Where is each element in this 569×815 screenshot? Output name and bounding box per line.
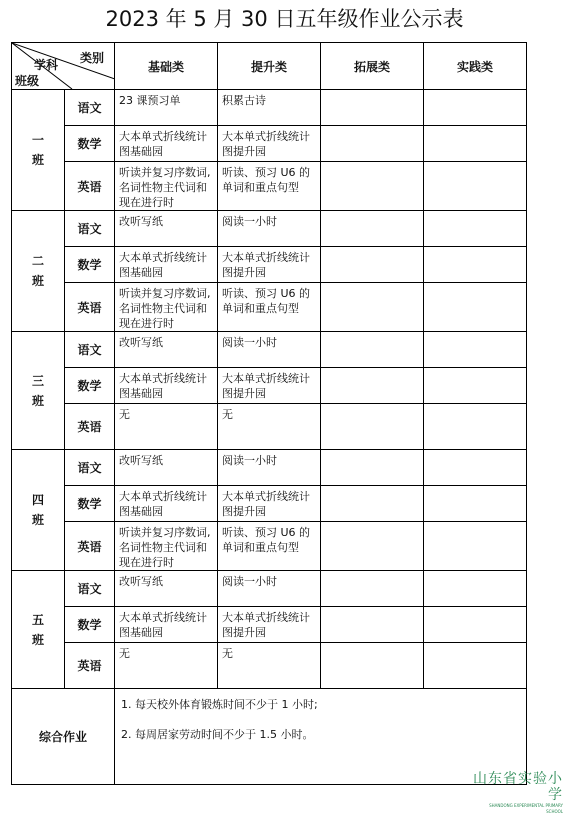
basic-cell: 大本单式折线统计图基础园 — [115, 247, 218, 283]
basic-cell: 大本单式折线统计图基础园 — [115, 368, 218, 404]
basic-cell: 改听写纸 — [115, 450, 218, 486]
class-name-char: 三 — [31, 373, 44, 388]
class-name-char: 四 — [31, 493, 44, 507]
practice-cell — [424, 283, 527, 332]
extend-cell — [321, 450, 424, 486]
class-name-char: 班 — [31, 153, 44, 167]
extend-cell — [321, 486, 424, 522]
basic-cell: 改听写纸 — [115, 571, 218, 607]
improve-cell: 大本单式折线统计图提升园 — [218, 486, 321, 522]
table-row — [12, 522, 527, 571]
subject-cell: 语文 — [65, 211, 115, 247]
table-row — [12, 450, 527, 486]
table-row — [12, 211, 527, 247]
subject-cell: 语文 — [65, 450, 115, 486]
subject-cell: 数学 — [65, 607, 115, 643]
table-row — [12, 283, 527, 332]
extend-cell — [321, 211, 424, 247]
extend-cell — [321, 643, 424, 689]
subject-cell: 数学 — [65, 368, 115, 404]
improve-cell: 无 — [218, 404, 321, 450]
class-name-char: 班 — [31, 632, 44, 647]
logo-chinese-text: 山东省实验小学 — [473, 771, 563, 803]
extend-cell — [321, 247, 424, 283]
basic-cell: 大本单式折线统计图基础园 — [115, 486, 218, 522]
table-row — [12, 90, 527, 126]
subject-cell: 英语 — [65, 404, 115, 450]
table-row — [12, 571, 527, 607]
table-row — [12, 486, 527, 522]
basic-cell: 听读并复习序数词, 名词性物主代词和现在进行时 — [115, 162, 218, 211]
table-row — [12, 247, 527, 283]
table-row — [12, 332, 527, 368]
table-row — [12, 368, 527, 404]
practice-cell — [424, 211, 527, 247]
improve-cell: 积累古诗 — [218, 90, 321, 126]
header-corner — [12, 43, 115, 90]
extend-cell — [321, 126, 424, 162]
practice-cell — [424, 607, 527, 643]
extend-cell — [321, 332, 424, 368]
improve-cell: 大本单式折线统计图提升园 — [218, 126, 321, 162]
header-class-label: 班级 — [15, 74, 40, 88]
class-name-char: 班 — [31, 513, 44, 527]
practice-cell — [424, 162, 527, 211]
improve-cell: 阅读一小时 — [218, 450, 321, 486]
basic-cell: 改听写纸 — [115, 332, 218, 368]
comprehensive-item: 2. 每周居家劳动时间不少于 1.5 小时。 — [121, 728, 314, 741]
column-header-basic: 基础类 — [115, 43, 218, 90]
practice-cell — [424, 90, 527, 126]
subject-cell: 英语 — [65, 162, 115, 211]
extend-cell — [321, 607, 424, 643]
improve-cell: 大本单式折线统计图提升园 — [218, 607, 321, 643]
improve-cell: 听读、预习 U6 的单词和重点句型 — [218, 162, 321, 211]
subject-cell: 数学 — [65, 126, 115, 162]
practice-cell — [424, 332, 527, 368]
subject-cell: 英语 — [65, 643, 115, 689]
basic-cell: 无 — [115, 643, 218, 689]
logo-english-text: SHANDONG EXPERIMENTAL PRIMARY SCHOOL — [489, 803, 563, 814]
extend-cell — [321, 404, 424, 450]
practice-cell — [424, 486, 527, 522]
practice-cell — [424, 571, 527, 607]
table-row — [12, 643, 527, 689]
header-subject-label: 学科 — [34, 58, 59, 72]
column-header-practice: 实践类 — [424, 43, 527, 90]
class-name-char: 班 — [31, 393, 44, 408]
class-name-cell — [12, 332, 65, 450]
basic-cell: 无 — [115, 404, 218, 450]
subject-cell: 语文 — [65, 90, 115, 126]
improve-cell: 大本单式折线统计图提升园 — [218, 247, 321, 283]
improve-cell: 听读、预习 U6 的单词和重点句型 — [218, 522, 321, 571]
practice-cell — [424, 368, 527, 404]
class-name-cell — [12, 571, 65, 689]
extend-cell — [321, 90, 424, 126]
class-name-char: 班 — [31, 274, 44, 288]
basic-cell: 听读并复习序数词, 名词性物主代词和现在进行时 — [115, 522, 218, 571]
column-header-extend: 拓展类 — [321, 43, 424, 90]
basic-cell: 大本单式折线统计图基础园 — [115, 126, 218, 162]
extend-cell — [321, 571, 424, 607]
improve-cell: 大本单式折线统计图提升园 — [218, 368, 321, 404]
page-title: 2023 年 5 月 30 日五年级作业公示表 — [105, 7, 464, 31]
comprehensive-label: 综合作业 — [12, 689, 115, 785]
comprehensive-content — [115, 689, 527, 785]
table-row — [12, 126, 527, 162]
header-category-label: 类别 — [79, 51, 104, 65]
basic-cell: 大本单式折线统计图基础园 — [115, 607, 218, 643]
improve-cell: 阅读一小时 — [218, 332, 321, 368]
table-row — [12, 404, 527, 450]
improve-cell: 阅读一小时 — [218, 211, 321, 247]
class-name-char: 二 — [31, 254, 44, 268]
extend-cell — [321, 283, 424, 332]
class-name-cell — [12, 211, 65, 332]
subject-cell: 语文 — [65, 332, 115, 368]
practice-cell — [424, 450, 527, 486]
subject-cell: 英语 — [65, 283, 115, 332]
basic-cell: 听读并复习序数词, 名词性物主代词和现在进行时 — [115, 283, 218, 332]
extend-cell — [321, 368, 424, 404]
homework-table — [11, 42, 527, 785]
basic-cell: 23 课预习单 — [115, 90, 218, 126]
practice-cell — [424, 126, 527, 162]
comprehensive-row — [12, 689, 527, 785]
table-row — [12, 162, 527, 211]
practice-cell — [424, 404, 527, 450]
column-header-improve: 提升类 — [218, 43, 321, 90]
class-name-char: 五 — [31, 612, 44, 627]
class-name-cell — [12, 450, 65, 571]
subject-cell: 英语 — [65, 522, 115, 571]
subject-cell: 语文 — [65, 571, 115, 607]
practice-cell — [424, 247, 527, 283]
practice-cell — [424, 643, 527, 689]
class-name-cell — [12, 90, 65, 211]
practice-cell — [424, 522, 527, 571]
basic-cell: 改听写纸 — [115, 211, 218, 247]
subject-cell: 数学 — [65, 486, 115, 522]
improve-cell: 无 — [218, 643, 321, 689]
extend-cell — [321, 162, 424, 211]
improve-cell: 阅读一小时 — [218, 571, 321, 607]
subject-cell: 数学 — [65, 247, 115, 283]
table-row — [12, 607, 527, 643]
improve-cell: 听读、预习 U6 的单词和重点句型 — [218, 283, 321, 332]
extend-cell — [321, 522, 424, 571]
school-logo — [473, 771, 563, 814]
class-name-char: 一 — [31, 133, 44, 147]
comprehensive-item: 1. 每天校外体育锻炼时间不少于 1 小时; — [121, 698, 318, 711]
